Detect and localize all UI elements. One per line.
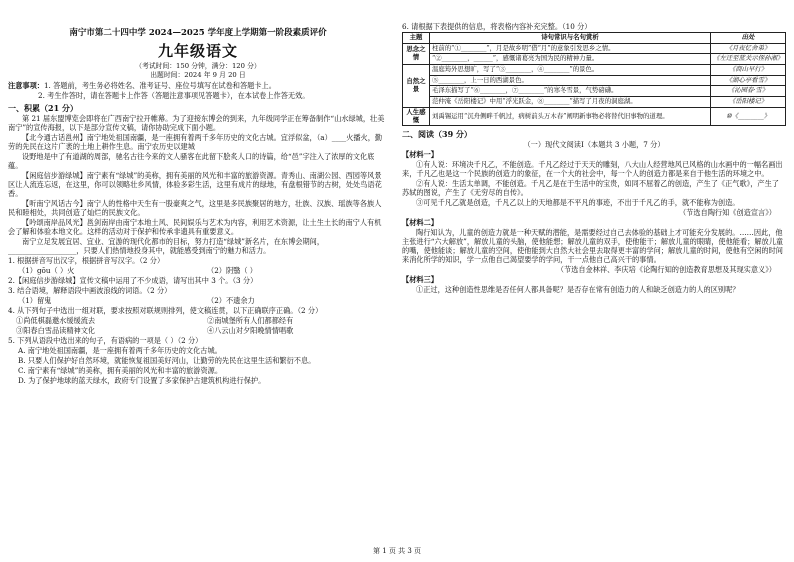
notice-item-1: 1. 答题前，考生务必将姓名、准考证号、座位号填写在试卷和答题卡上。	[43, 81, 276, 91]
material-1-label: 【材料一】	[402, 150, 438, 160]
right-column	[402, 0, 786, 295]
option: ③阳春白雪品读精神文化	[16, 326, 96, 336]
source-cell: 《月夜忆舍弟》	[711, 43, 786, 54]
material-2-citation: （节选自金林祥、李庆培《论陶行知的创造教育思想及其现实意义》）	[556, 265, 776, 275]
notice	[8, 81, 388, 90]
school-title: 南宁市第二十四中学 2024—2025 学年度上学期第一阶段素质评价	[69, 28, 327, 38]
table-row	[403, 65, 786, 76]
paragraph-1b: 设野地是中了有道湖的周部，驰名古往今来的文人骚客在此留下脍炙人口的诗篇，给“邑”字注入了浓厚的文化底蕴。	[8, 152, 375, 171]
column-header: 主题	[403, 33, 430, 44]
option: ②南城堡所有人们都都经有	[207, 316, 294, 326]
notice-item-2: 2. 考生作答时，请在答题卡上作答（答题注意事项见答题卡），在本试卷上作答无效。	[38, 91, 310, 101]
source-cell: 《商山早行》	[711, 65, 786, 76]
option: （1）gōu（ ）火	[18, 266, 75, 276]
text-cell: ⑤________，上一日的西湖景色。	[430, 75, 711, 86]
option: （2）不遗余力	[207, 296, 255, 306]
material-1-paragraph: ③可见千凡乙就是创造，千凡乙以上的天地都是不平凡的事迹，不出于千凡乙的手，就不能称为创造。	[416, 198, 740, 208]
table-row	[403, 97, 786, 108]
option: （1）留鬼	[18, 296, 52, 306]
column-header: 出处	[711, 33, 786, 44]
theme-cell: 思念之情	[403, 43, 430, 64]
table-row	[403, 107, 786, 125]
exam-date: 出题时间：2024 年 9 月 20 日	[150, 71, 246, 80]
question-3-options	[8, 296, 388, 305]
source-cell: 《左迁至蓝关示侄孙湘》	[711, 54, 786, 65]
theme-cell: 人生感慨	[403, 107, 430, 125]
section-2-title: 二、阅读（39 分）	[402, 129, 472, 140]
paragraph-2: 【闲庭信步游绿城】南宁素有“绿城”的美称，拥有美丽的风光和丰富的旅游资源。青秀山、南湖公园、西园等风景区让人流连忘返，在这里，你可以领略壮乡风情，体验多彩生活，这里有成片的绿地，有盘根错节的古树，处处鸟语花香。	[8, 171, 382, 199]
option: A. 南宁地处祖国南疆，是一座拥有着两千多年历史的文化古城。	[18, 346, 222, 356]
question-2: 2.【闲庭信步游绿城】宣传文稿中运用了不少成语，请写出其中 3 个。（3 分）	[8, 276, 258, 286]
table-row	[403, 75, 786, 86]
section-1-intro: 第 21 届东盟博览会即将在广西南宁拉开帷幕。为了迎接东博会的到来，九年级同学正在筹备制作“山水绿城，壮美南宁”的宣传海报，以下是部分宣传文稿，请你协助完成下面小题。	[8, 114, 385, 133]
question-3: 3. 结合语境，解释语段中画波浪线的词语。（2 分）	[8, 286, 172, 296]
exam-info: （考试时间：150 分钟，满分：120 分）	[135, 62, 261, 71]
theme-cell: 自然之景	[403, 65, 430, 108]
material-1-paragraph: ②有人说：生活太单调，不能创造。千凡乙是在于生活中的宝贵，如同不屈着乙的创造，产生了《正气歌》，产生了苏轼的图说，产生了《无穷尽的自传》。	[402, 179, 779, 198]
section-1-title: 一、积累（21 分）	[8, 103, 78, 114]
question-1-options	[8, 266, 388, 275]
text-cell: 毛泽东描写了“⑥________，⑦________”的寒冬雪景，气势磅礴。	[430, 86, 711, 97]
question-4: 4. 从下列句子中选出一组对联，要求按照对联规则排列，使文稿连贯，以下正确联序正确。（2 分）	[8, 306, 323, 316]
section-2-subtitle: （一）现代文阅读Ⅰ（本题共 3 小题，7 分）	[523, 140, 665, 150]
option: B. 只要人们保护好自然环境，就能恢复祖国美好河山，让勤劳的先民在这里生活和繁衍不息。	[18, 356, 316, 366]
text-cell: 柱前的“①________”，月是故乡明”借“月”的意象引发思乡之情。	[430, 43, 711, 54]
text-cell: 温庭筠外思想旷，写了“③________，④________”的景色。	[430, 65, 711, 76]
text-cell: 范仲淹《岳阳楼记》中用“浮光跃金，⑧________”描写了月夜的洞庭湖。	[430, 97, 711, 108]
source-cell: 《岳阳楼记》	[711, 97, 786, 108]
material-3-paragraph: ①正过，这种创造性思维是否任何人都具备呢？是否存在常有创造力的人和缺乏创造力的人的区别呢？	[416, 285, 740, 295]
material-2-paragraph: 陶行知认为，儿童的创造力就是一种天赋的潜能，是需要经过自己去体验的基础上才可能充分发展的。……因此，他主张进行“六大解放”，解放儿童的头脑，使他能想；解放儿童的双手，使他能干；解放儿童的眼睛，使他能看；解放儿童的嘴，使他能谈；解放儿童的空间，使他能到大自然大社会里去取得更丰富的学问；解放儿童的时间，使他有空闲的时间来消化所学的知识，学一点他自己渴望要学的学问，干一点他自己高兴干的事情。	[402, 228, 784, 265]
paragraph-4: 【吟颂南岸品风光】邕剑南岸由南宁本地土风、民间娱乐与艺术为内容，利用艺术资源，让土生土长的南宁人有机会了解和体验本地文化。这样的活动对于保护和传承非遗具有重要意义。	[8, 218, 382, 237]
source-cell: 《湖心亭看雪》	[711, 75, 786, 86]
poetry-table	[402, 32, 786, 126]
paragraph-1: 【北今通古话邕州】南宁地处祖国南疆，是一座拥有着两千多年历史的文化古城。宜浮似盆，（a）____火播火，勤劳的先民在这片广袤的土地上耕作生息。南宁农历史以建城	[8, 133, 383, 152]
question-5: 5. 下列从语段中选出来的句子，有语病的一项是（ ）（2 分）	[8, 336, 203, 346]
material-1-citation: （节选自陶行知《创造宣言》）	[678, 208, 776, 218]
option: （2）阴翳（ ）	[207, 266, 257, 276]
text-cell: “②________，______”，感慨诸葛亮为国为民的精神力量。	[430, 54, 711, 65]
notice-label: 注意事项：	[8, 81, 44, 91]
option: C. 南宁素有“绿城”的美称，拥有美丽的风光和丰富的旅游资源。	[18, 366, 223, 376]
material-2-label: 【材料二】	[402, 218, 438, 228]
material-1-paragraph: ①有人说：环境决千凡乙，不能创造。千凡乙经过于天天的雕刻，八大山人经营地风已风格的山水画中的一幅名画出来，千凡乙也是这一个民族的创造力的象征，在一个大的社会中，每一个人的创造力都是来自于他生活的环境之中。	[402, 160, 783, 179]
table-row	[403, 86, 786, 97]
question-1: 1. 根据拼音写出汉字，根据拼音写汉字。（2 分）	[8, 256, 165, 266]
column-header: 诗句常识与名句赏析	[430, 33, 711, 44]
option: ①尚低棋磊邀水缓缓流去	[16, 316, 96, 326]
option: ④八云山对夕阳晚情情唱歌	[207, 326, 294, 336]
subject-title: 九年级语文	[157, 41, 238, 60]
question-6: 6. 请根据下表提供的信息，将表格内容补充完整。（10 分）	[402, 22, 592, 31]
source-cell: 《沁园春·雪》	[711, 86, 786, 97]
question-4-options	[8, 316, 388, 335]
material-3-label: 【材料三】	[402, 275, 438, 285]
table-header-row	[403, 33, 786, 44]
text-cell: 刘禹锡运用“沉舟侧畔千帆过，病树前头万木春”阐明新事物必将替代旧事物的道理。	[430, 107, 711, 125]
page-number: 第 1 页 共 3 页	[372, 547, 422, 555]
option: D. 为了保护地球的蓝天绿水，政府专门设置了多家保护古建筑机构进行保护。	[18, 376, 266, 386]
source-cell: ⑩《________》	[711, 107, 786, 125]
table-row	[403, 43, 786, 54]
left-column	[8, 0, 388, 386]
paragraph-3: 【听南宁风话古今】南宁人的性格中天生有一股豪爽之气，这里是多民族聚居的地方，壮族、汉族、瑶族等各族人民和睦相处，共同创造了灿烂的民族文化。	[8, 199, 382, 218]
paragraph-5: 南宁立足发展宜居、宜业、宜游的现代化都市的目标，努力打造“绿城”新名片，在东博会期间，___________________，只要人们热情地投身其中，就能感受到南宁的魅力和活力。	[8, 237, 325, 256]
table-row	[403, 54, 786, 65]
